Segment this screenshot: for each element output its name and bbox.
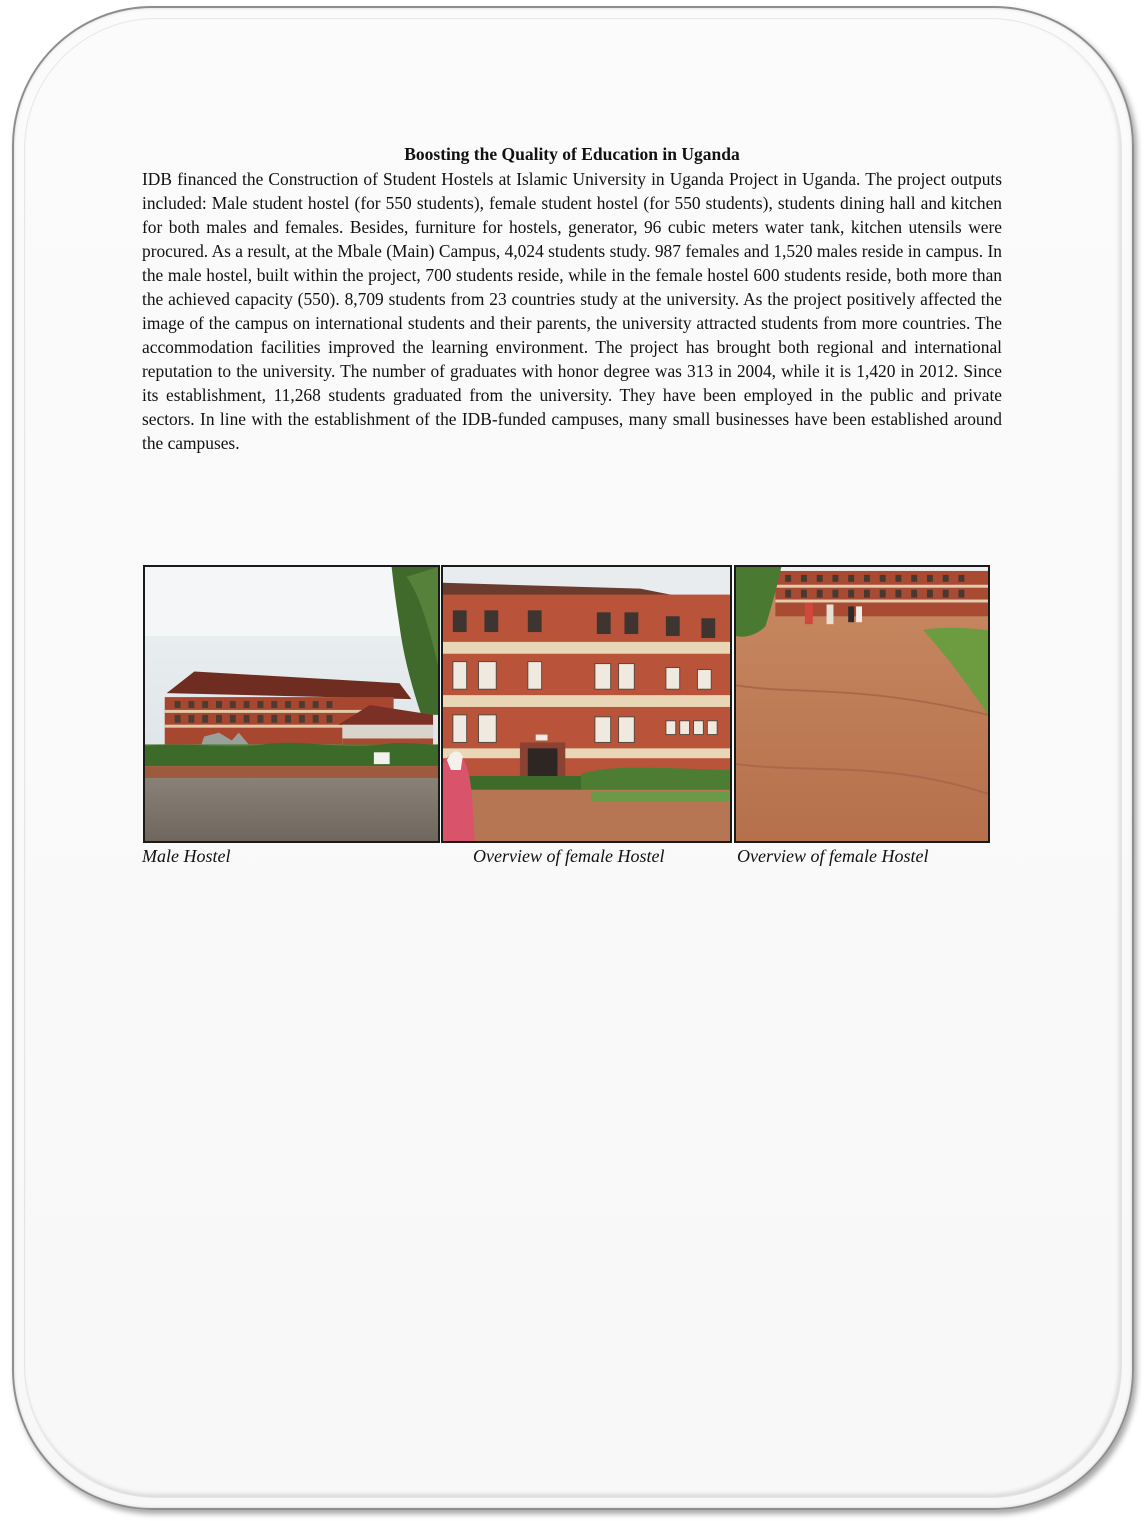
- campus-yard-illustration: [736, 567, 988, 841]
- male-hostel-illustration: [145, 567, 438, 841]
- male-hostel-photo: [143, 565, 440, 843]
- female-hostel-caption-2: Overview of female Hostel: [737, 846, 929, 866]
- article-title: Boosting the Quality of Education in Uganda: [404, 144, 740, 164]
- campus-yard-photo: [734, 565, 990, 843]
- female-hostel-front-photo: [441, 565, 732, 843]
- female-hostel-front-illustration: [443, 567, 730, 841]
- female-hostel-caption-1: Overview of female Hostel: [473, 846, 665, 866]
- male-hostel-caption: Male Hostel: [142, 846, 231, 866]
- article-body: IDB financed the Construction of Student Hostels at Islamic University in Uganda Project in Uganda. The project outputs included: Male student hostel (for 550 students), female student hostel (for 550 students), students dining hall and kitchen for both males and females. Besides, furniture for hostels, generator, 96 cubic meters water tank, kitchen utensils were procured. As a result, at the Mbale (Main) Campus, 4,024 students study. 987 females and 1,520 males reside in campus. In the male hostel, built within the project, 700 students reside, while in the female hostel 600 students reside, both more than the achieved capacity (550). 8,709 students from 23 countries study at the university. As the project positively affected the image of the campus on international students and their parents, the university attracted students from more countries. The accommodation facilities improved the learning environment. The project has brought both regional and international reputation to the university. The number of graduates with honor degree was 313 in 2004, while it is 1,420 in 2012. Since its establishment, 11,268 students graduated from the university. They have been employed in the public and private sectors. In line with the establishment of the IDB-funded campuses, many small businesses have been established around the campuses.: [142, 169, 1002, 453]
